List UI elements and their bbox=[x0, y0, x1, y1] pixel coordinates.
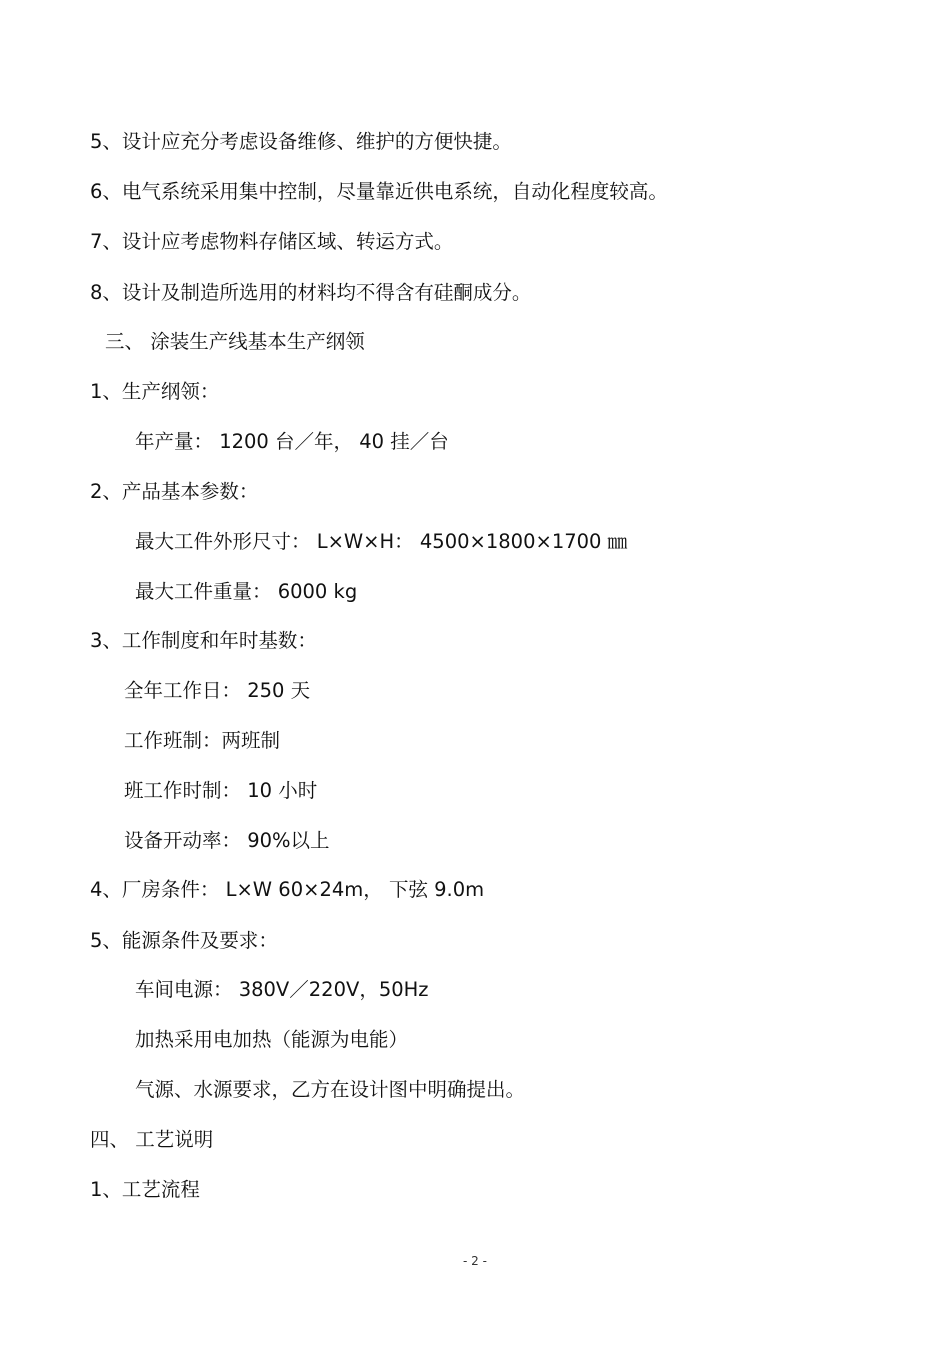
heating-method: 加热采用电加热（能源为电能） bbox=[135, 1028, 409, 1051]
item-product-parameters: 2、产品基本参数： bbox=[90, 480, 259, 503]
section-heading-4: 四、 工艺说明 bbox=[90, 1128, 214, 1151]
requirement-item-5: 5、设计应充分考虑设备维修、维护的方便快捷。 bbox=[90, 130, 512, 153]
item-energy-conditions: 5、能源条件及要求： bbox=[90, 929, 278, 952]
page-number: - 2 - bbox=[463, 1254, 487, 1268]
requirement-item-7: 7、设计应考虑物料存储区域、转运方式。 bbox=[90, 230, 454, 253]
max-workpiece-weight: 最大工件重量： 6000 kg bbox=[135, 580, 358, 603]
equipment-utilization: 设备开动率： 90%以上 bbox=[124, 829, 330, 852]
shift-system: 工作班制：两班制 bbox=[124, 729, 281, 752]
max-workpiece-dimensions: 最大工件外形尺寸： L×W×H： 4500×1800×1700 ㎜ bbox=[135, 530, 628, 553]
air-water-requirements: 气源、水源要求，乙方在设计图中明确提出。 bbox=[135, 1078, 526, 1101]
requirement-item-6: 6、电气系统采用集中控制，尽量靠近供电系统，自动化程度较高。 bbox=[90, 180, 668, 203]
annual-working-days: 全年工作日： 250 天 bbox=[124, 679, 311, 702]
shift-hours: 班工作时制： 10 小时 bbox=[124, 779, 318, 802]
item-work-system: 3、工作制度和年时基数： bbox=[90, 629, 317, 652]
workshop-power: 车间电源： 380V／220V，50Hz bbox=[135, 978, 429, 1001]
item-production-program: 1、生产纲领： bbox=[90, 380, 220, 403]
annual-output: 年产量： 1200 台／年， 40 挂／台 bbox=[135, 430, 449, 453]
item-plant-conditions: 4、厂房条件： L×W 60×24m， 下弦 9.0m bbox=[90, 878, 485, 901]
section-heading-3: 三、 涂装生产线基本生产纲领 bbox=[105, 330, 365, 353]
item-process-flow: 1、工艺流程 bbox=[90, 1178, 200, 1201]
requirement-item-8: 8、设计及制造所选用的材料均不得含有硅酮成分。 bbox=[90, 281, 532, 304]
